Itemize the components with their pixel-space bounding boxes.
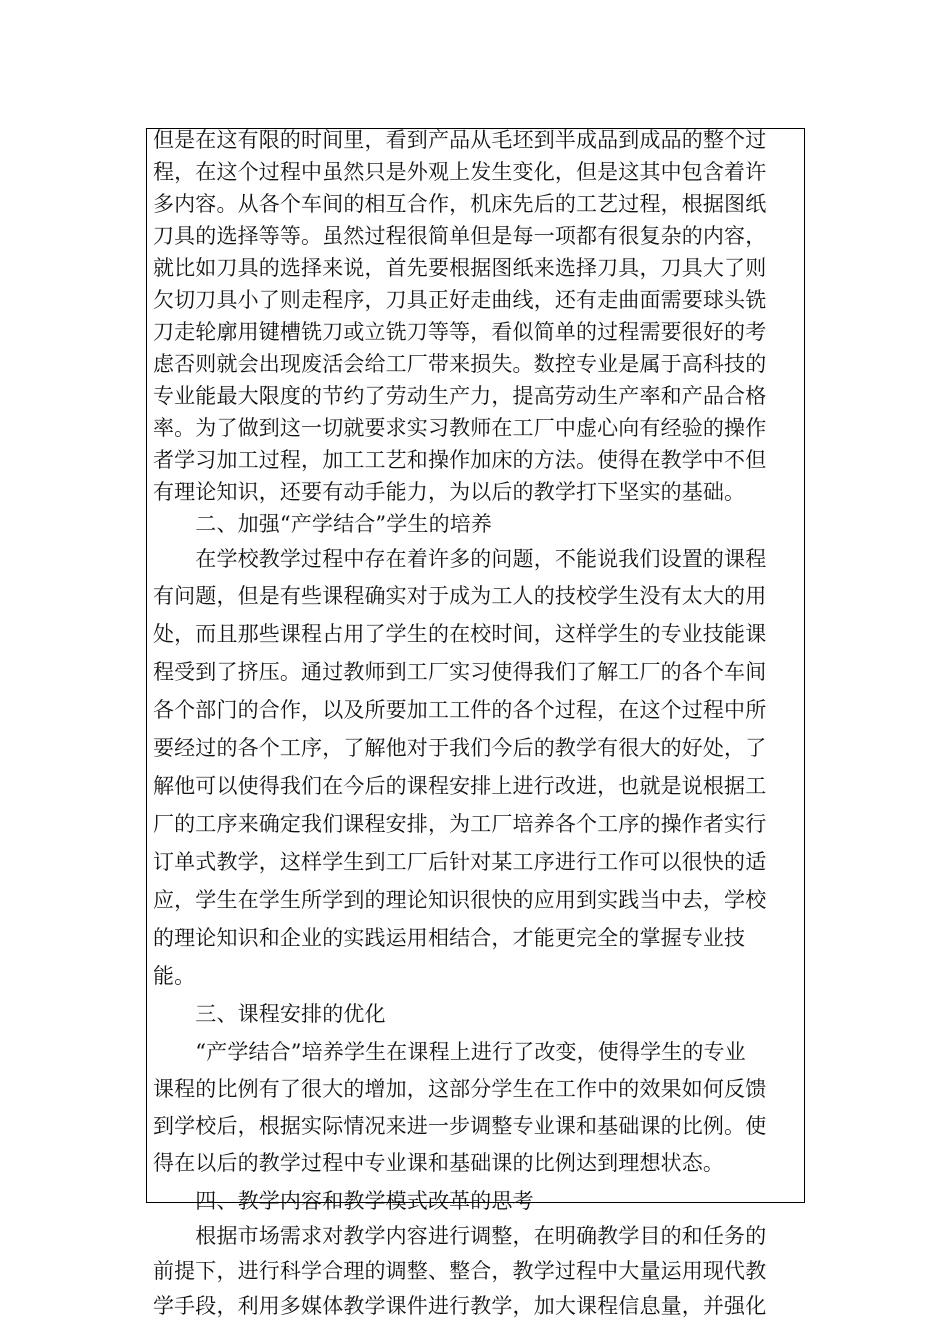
- text-line: “产学结合”培养学生在课程上进行了改变，使得学生的专业: [153, 1040, 746, 1064]
- text-line: 要经过的各个工序，了解他对于我们今后的教学有很大的好处，了: [153, 736, 767, 760]
- section-heading: 三、课程安排的优化: [153, 1002, 386, 1026]
- text-line: 解他可以使得我们在今后的课程安排上进行改进，也就是说根据工: [153, 774, 767, 798]
- text-line: 专业能最大限度的节约了劳动生产力，提高劳动生产率和产品合格: [153, 384, 767, 408]
- text-line: 厂的工序来确定我们课程安排，为工厂培养各个工序的操作者实行: [153, 812, 767, 836]
- text-line: 程，在这个过程中虽然只是外观上发生变化，但是这其中包含着许: [153, 160, 767, 184]
- text-line: 程受到了挤压。通过教师到工厂实习使得我们了解工厂的各个车间: [153, 660, 767, 684]
- text-line: 率。为了做到这一切就要求实习教师在工厂中虚心向有经验的操作: [153, 416, 767, 440]
- text-line: 欠切刀具小了则走程序，刀具正好走曲线，还有走曲面需要球头铣: [153, 288, 767, 312]
- text-line: 有问题，但是有些课程确实对于成为工人的技校学生没有太大的用: [153, 584, 767, 608]
- text-line: 虑否则就会出现废活会给工厂带来损失。数控专业是属于高科技的: [153, 352, 767, 376]
- text-line: 各个部门的合作，以及所要加工工件的各个过程，在这个过程中所: [153, 698, 767, 722]
- text-line: 课程的比例有了很大的增加，这部分学生在工作中的效果如何反馈: [153, 1077, 767, 1101]
- section-heading: 二、加强“产学结合”学生的培养: [153, 512, 493, 536]
- text-line: 前提下，进行科学合理的调整、整合，教学过程中大量运用现代教: [153, 1259, 767, 1283]
- text-line: 到学校后，根据实际情况来进一步调整专业课和基础课的比例。使: [153, 1114, 767, 1138]
- text-line: 在学校教学过程中存在着许多的问题，不能说我们设置的课程: [153, 547, 767, 571]
- text-line: 多内容。从各个车间的相互合作，机床先后的工艺过程，根据图纸: [153, 192, 767, 216]
- text-line: 就比如刀具的选择来说，首先要根据图纸来选择刀具，刀具大了则: [153, 256, 767, 280]
- text-line: 处，而且那些课程占用了学生的在校时间，这样学生的专业技能课: [153, 622, 767, 646]
- text-line: 但是在这有限的时间里，看到产品从毛坯到半成品到成品的整个过: [153, 128, 767, 152]
- text-line: 刀具的选择等等。虽然过程很简单但是每一项都有很复杂的内容，: [153, 224, 767, 248]
- text-line: 得在以后的教学过程中专业课和基础课的比例达到理想状态。: [153, 1151, 725, 1175]
- text-line: 有理论知识，还要有动手能力，为以后的教学打下坚实的基础。: [153, 480, 746, 504]
- text-line: 刀走轮廓用键槽铣刀或立铣刀等等，看似简单的过程需要很好的考: [153, 320, 767, 344]
- text-line: 的理论知识和企业的实践运用相结合，才能更完全的掌握专业技: [153, 926, 746, 950]
- text-line: 订单式教学，这样学生到工厂后针对某工序进行工作可以很快的适: [153, 850, 767, 874]
- text-line: 应，学生在学生所学到的理论知识很快的应用到实践当中去，学校: [153, 888, 767, 912]
- text-line: 能。: [153, 964, 196, 988]
- text-line: 者学习加工过程，加工工艺和操作加床的方法。使得在教学中不但: [153, 448, 767, 472]
- text-line: 根据市场需求对教学内容进行调整，在明确教学目的和任务的: [153, 1224, 767, 1248]
- text-line: 学手段，利用多媒体教学课件进行教学，加大课程信息量，并强化: [153, 1294, 767, 1318]
- section-heading: 四、教学内容和教学模式改革的思考: [153, 1189, 534, 1213]
